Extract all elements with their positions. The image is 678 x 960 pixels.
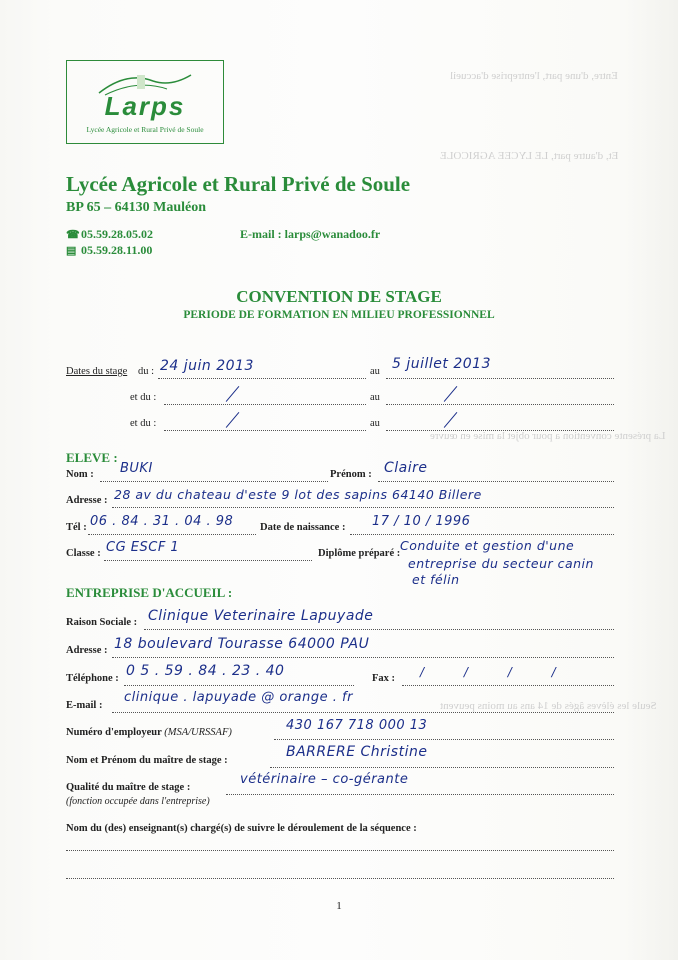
school-fax xyxy=(66,243,152,258)
qualite-value[interactable]: vétérinaire – co-gérante xyxy=(240,772,409,787)
tel-value[interactable]: 06 . 84 . 31 . 04 . 98 xyxy=(90,514,234,529)
show-through-text: Seule les élèves âgés de 14 ans au moins peuvent xyxy=(440,700,657,712)
dates-to3-line xyxy=(386,430,614,431)
raison-value[interactable]: Clinique Veterinaire Lapuyade xyxy=(148,608,374,624)
dates-etdu2-label: et du : xyxy=(130,418,157,429)
classe-label: Classe : xyxy=(66,548,101,559)
employeur-sub-label: (MSA/URSSAF) xyxy=(164,727,232,738)
school-logo xyxy=(66,60,224,144)
enseignant-label: Nom du (des) enseignant(s) chargé(s) de suivre le déroulement de la séquence : xyxy=(66,823,417,834)
dates-to-value[interactable]: 5 juillet 2013 xyxy=(392,356,491,372)
naissance-line xyxy=(350,534,614,535)
school-email: E-mail : larps@wanadoo.fr xyxy=(240,227,381,241)
adresse-label: Adresse : xyxy=(66,495,108,506)
dates-du-label: du : xyxy=(138,366,155,377)
ent-adresse-line xyxy=(112,657,614,658)
tel-line xyxy=(88,534,256,535)
page-number: 1 xyxy=(336,900,342,912)
enseignant-line1 xyxy=(66,850,614,851)
diplome-label: Diplôme préparé : xyxy=(318,548,401,559)
telephone-value[interactable]: 0 5 . 59 . 84 . 23 . 40 xyxy=(126,663,285,679)
ent-adresse-value[interactable]: 18 boulevard Tourasse 64000 PAU xyxy=(114,636,370,652)
raison-line xyxy=(144,629,614,630)
section-entreprise: ENTREPRISE D'ACCUEIL : xyxy=(66,585,233,600)
employeur-label-text: Numéro d'employeur xyxy=(66,727,162,738)
classe-line xyxy=(104,560,312,561)
school-fax-number: 05.59.28.11.00 xyxy=(81,243,153,257)
telephone-line xyxy=(124,685,354,686)
telephone-label: Téléphone : xyxy=(66,673,119,684)
diplome-value-line1[interactable]: Conduite et gestion d'une xyxy=(400,538,575,553)
email-line xyxy=(112,712,614,713)
nom-label: Nom : xyxy=(66,469,94,480)
maitre-value[interactable]: BARRERE Christine xyxy=(286,744,428,760)
qualite-sub-label: (fonction occupée dans l'entreprise) xyxy=(66,796,210,807)
dates-au-label: au xyxy=(370,366,380,377)
section-eleve: ELEVE : xyxy=(66,450,118,465)
dates-from-line xyxy=(158,378,366,379)
document-title: CONVENTION DE STAGE xyxy=(236,287,442,306)
show-through-text: Entre, d'une part, l'entreprise d'accueil xyxy=(450,70,618,82)
naissance-label: Date de naissance : xyxy=(260,522,346,533)
fax-label: Fax : xyxy=(372,673,396,684)
dates-label: Dates du stage xyxy=(66,366,128,377)
maitre-label: Nom et Prénom du maître de stage : xyxy=(66,755,228,766)
nom-value[interactable]: BUKI xyxy=(120,461,153,476)
email-value[interactable]: clinique . lapuyade @ orange . fr xyxy=(124,690,353,705)
qualite-line xyxy=(226,794,614,795)
dates-etdu-label: et du : xyxy=(130,392,157,403)
naissance-value[interactable]: 17 / 10 / 1996 xyxy=(372,514,471,529)
school-phone-number: 05.59.28.05.02 xyxy=(81,227,153,241)
fax-line xyxy=(402,685,614,686)
maitre-line xyxy=(270,767,614,768)
fax-value[interactable]: / / / / xyxy=(420,665,574,679)
dates-from3-slash xyxy=(226,412,240,428)
logo-word: Larps xyxy=(104,91,186,121)
employeur-line xyxy=(274,739,614,740)
school-phone xyxy=(66,227,153,242)
qualite-label: Qualité du maître de stage : xyxy=(66,782,191,793)
dates-au3-label: au xyxy=(370,418,380,429)
dates-to2-line xyxy=(386,404,614,405)
prenom-line xyxy=(378,481,614,482)
nom-line xyxy=(100,481,328,482)
dates-au2-label: au xyxy=(370,392,380,403)
enseignant-line2 xyxy=(66,878,614,879)
dates-to3-slash xyxy=(444,412,458,428)
diplome-value-line2[interactable]: entreprise du secteur canin xyxy=(408,556,594,571)
school-address: BP 65 – 64130 Mauléon xyxy=(66,200,207,215)
ent-adresse-label: Adresse : xyxy=(66,645,108,656)
logo-subtitle: Lycée Agricole et Rural Privé de Soule xyxy=(86,125,204,134)
adresse-line xyxy=(112,507,614,508)
dates-from2-slash xyxy=(226,386,240,402)
email-label: E-mail : xyxy=(66,700,103,711)
show-through-text: Et, d'autre part, LE LYCEE AGRICOLE xyxy=(440,150,619,162)
dates-to-line xyxy=(386,378,614,379)
dates-from3-line xyxy=(164,430,366,431)
school-name: Lycée Agricole et Rural Privé de Soule xyxy=(66,172,411,196)
dates-from-value[interactable]: 24 juin 2013 xyxy=(160,358,254,374)
raison-label: Raison Sociale : xyxy=(66,617,138,628)
prenom-label: Prénom : xyxy=(330,469,372,480)
employeur-label xyxy=(66,727,232,738)
dates-from2-line xyxy=(164,404,366,405)
tel-label: Tél : xyxy=(66,522,87,533)
diplome-value-line3[interactable]: et félin xyxy=(412,572,460,587)
adresse-value[interactable]: 28 av du chateau d'este 9 lot des sapins 64140 Billere xyxy=(114,487,482,502)
show-through-text: La présente convention a pour objet la mise en œuvre xyxy=(430,430,666,442)
phone-icon: ☎ xyxy=(66,229,80,241)
document-subtitle: PERIODE DE FORMATION EN MILIEU PROFESSIONNEL xyxy=(183,309,495,321)
classe-value[interactable]: CG ESCF 1 xyxy=(106,540,180,555)
dates-to2-slash xyxy=(444,386,458,402)
prenom-value[interactable]: Claire xyxy=(384,460,428,476)
fax-icon: ▤ xyxy=(66,245,77,257)
employeur-value[interactable]: 430 167 718 000 13 xyxy=(286,718,428,733)
